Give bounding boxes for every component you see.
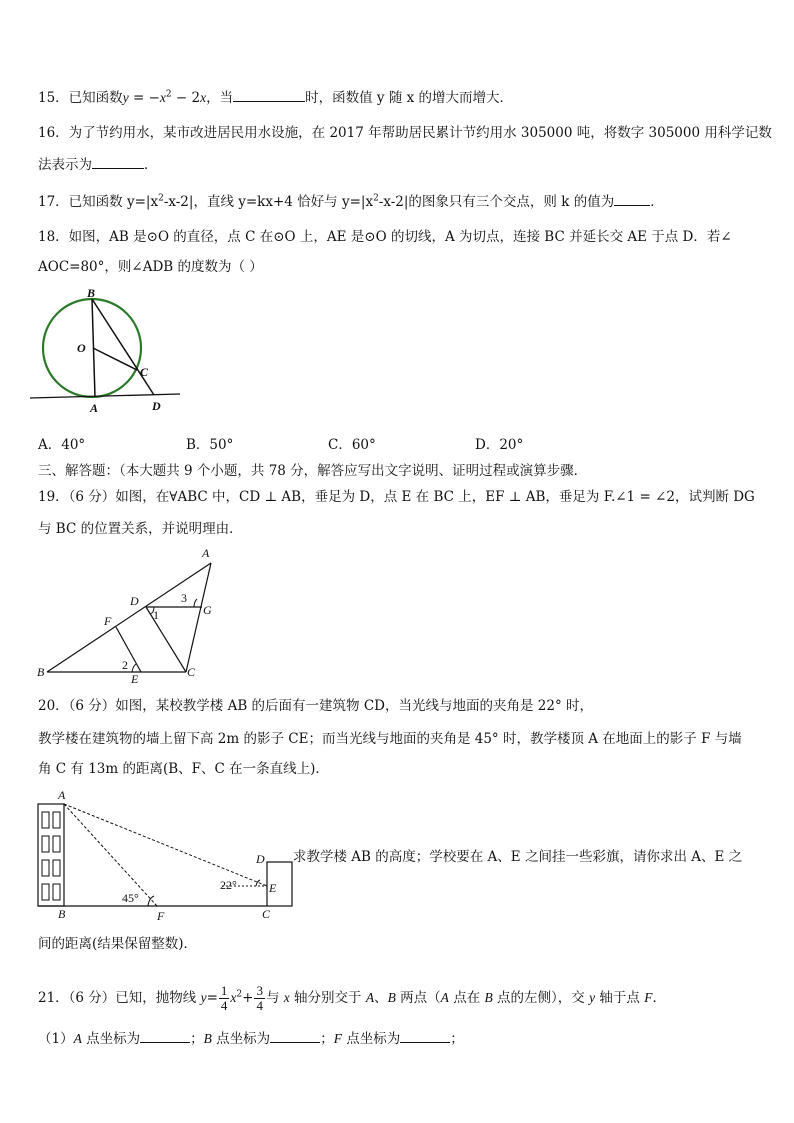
q21-x2: x — [230, 990, 237, 1005]
q21-plus: + — [242, 990, 254, 1006]
q21-mid1: 与 — [265, 990, 284, 1006]
q21-1-point-b: B — [203, 1031, 212, 1046]
question-17 — [38, 193, 764, 211]
q20-label-f: F — [157, 909, 165, 923]
q21-1-point-a: A — [73, 1031, 82, 1046]
q15-formula-exp: 2 — [165, 89, 172, 100]
q21-frac1-den: 4 — [220, 998, 228, 1013]
q19-side-ab — [47, 563, 211, 672]
q21-suffix: ． — [652, 990, 666, 1006]
q19-angle1-label: 1 — [153, 608, 159, 622]
q21-xaxis: x — [283, 990, 290, 1005]
q19-label-b: B — [37, 665, 45, 679]
question-21 — [38, 983, 764, 1013]
q18-label-d: D — [152, 399, 161, 413]
q19-segment-ef — [116, 627, 141, 672]
q20-angle22-label: 22° — [220, 878, 237, 892]
question-19-line1: 19．（6 分）如图，在∀ABC 中，CD ⊥ AB，垂足为 D，点 E 在 BC 上，EF ⊥ AB，垂足为 F.∠1 = ∠2，试判断 DG — [38, 489, 755, 505]
q19-segment-cd — [146, 607, 186, 672]
q21-point-f: F — [644, 990, 653, 1005]
q17-answer-blank[interactable] — [614, 193, 650, 206]
question-15 — [38, 89, 764, 107]
q21-point-b2: B — [484, 990, 493, 1005]
q21-point-a2: A — [440, 990, 449, 1005]
q21-1-text3: 点坐标为 — [341, 1031, 401, 1047]
q21-1-answer-f-blank[interactable] — [400, 1030, 450, 1043]
question-20-line3: 角 C 有 13m 的距离(B、F、C 在一条直线上)． — [38, 761, 329, 777]
q19-angle2-arc — [132, 664, 136, 672]
q21-fraction-1 — [219, 984, 230, 1013]
q18-line-bd — [92, 299, 154, 395]
question-21-part1 — [38, 1030, 764, 1048]
q21-mid2: 轴分别交于 — [289, 990, 366, 1006]
q15-prefix: 15．已知函数 — [38, 90, 123, 106]
question-18-line2: AOC=80°，则∠ADB 的度数为（ ） — [38, 259, 263, 275]
q16-suffix: ． — [144, 157, 158, 173]
q18-option-b[interactable]: B．50° — [186, 437, 234, 453]
question-16-line1: 16．为了节约用水，某市改进居民用水设施，在 2017 年帮助居民累计节约用水 305000 吨，将数字 305000 用科学记数 — [38, 125, 772, 141]
q18-option-c[interactable]: C．60° — [328, 437, 376, 453]
q21-eq: = — [206, 990, 218, 1006]
q21-1-point-f: F — [333, 1031, 342, 1046]
q20-building-figure — [32, 788, 297, 923]
q19-label-g: G — [203, 603, 212, 617]
q21-frac2-den: 4 — [256, 998, 263, 1013]
q19-side-ac — [186, 563, 211, 672]
q21-point-a: A — [365, 990, 375, 1005]
q17-prefix: 17．已知函数 y=|x — [38, 194, 159, 210]
q21-1-text2: 点坐标为 — [211, 1031, 271, 1047]
q18-label-o: O — [77, 341, 86, 355]
question-20-line5: 间的距离(结果保留整数)． — [38, 936, 198, 952]
q21-x2-exp: 2 — [236, 989, 243, 1000]
question-18-line1: 18．如图，AB 是⊙O 的直径，点 C 在⊙O 上，AE 是⊙O 的切线，A 为切点，连接 BC 并延长交 AE 于点 D．若∠ — [38, 229, 732, 245]
q15-formula-eq: = − — [128, 90, 160, 106]
q21-1-sep2: ； — [320, 1031, 334, 1047]
q17-exp1: 2 — [158, 193, 164, 204]
q19-angle2-label: 2 — [122, 658, 128, 672]
q20-label-c: C — [262, 907, 271, 921]
q16-line2-prefix: 法表示为 — [38, 157, 92, 173]
q21-prefix: 21．（6 分）已知，抛物线 — [38, 990, 201, 1006]
q18-label-a: A — [90, 401, 99, 415]
q19-label-f: F — [104, 614, 112, 628]
q18-option-a[interactable]: A．40° — [38, 437, 86, 453]
q21-sep1: 、 — [374, 990, 388, 1006]
q19-angle3-label: 3 — [181, 591, 187, 605]
q15-formula-rest: − 2 — [171, 90, 201, 106]
q20-light-ray-45 — [64, 804, 157, 906]
q17-mid1: -x-2|，直线 y=kx+4 恰好与 y=|x — [163, 194, 374, 210]
question-19-line2: 与 BC 的位置关系，并说明理由． — [38, 521, 243, 537]
q19-label-e: E — [131, 672, 139, 686]
q21-mid4: 点在 — [448, 990, 485, 1006]
q21-frac1-num: 1 — [220, 983, 228, 998]
q21-point-b: B — [387, 990, 396, 1005]
q20-angle45-label: 45° — [122, 891, 139, 905]
q19-label-c: C — [187, 665, 196, 679]
question-16-line2 — [38, 156, 764, 174]
q21-mid3: 两点（ — [395, 990, 441, 1006]
q21-1-text1: 点坐标为 — [81, 1031, 141, 1047]
q20-light-ray-22 — [64, 804, 267, 886]
q15-formula-y: y — [122, 90, 129, 105]
q18-circle-figure — [30, 288, 190, 418]
q20-label-e: E — [269, 881, 277, 895]
q18-label-b: B — [87, 286, 96, 300]
q15-answer-blank[interactable] — [233, 89, 305, 102]
q20-label-b: B — [58, 907, 66, 921]
q17-suffix: ． — [650, 194, 664, 210]
q19-triangle-figure — [36, 545, 236, 686]
q19-angle3-arc — [194, 599, 197, 607]
question-20-line1: 20．（6 分）如图，某校教学楼 AB 的后面有一建筑物 CD，当光线与地面的夹角是 22° 时， — [38, 698, 594, 714]
q20-label-a: A — [58, 788, 66, 802]
q15-suffix: 时，函数值 y 随 x 的增大而增大． — [305, 90, 514, 106]
q21-y: y — [200, 990, 207, 1005]
q21-mid5: 点的左侧），交 — [492, 990, 590, 1006]
q21-1-sep1: ； — [190, 1031, 204, 1047]
q21-1-answer-b-blank[interactable] — [270, 1030, 320, 1043]
question-20-line4: 求教学楼 AB 的高度；学校要在 A、E 之间挂一些彩旗，请你求出 A、E 之 — [293, 849, 743, 865]
section-3-title: 三、解答题：（本大题共 9 个小题，共 78 分，解答应写出文字说明、证明过程或演算步骤． — [38, 463, 588, 479]
q21-mid6: 轴于点 — [595, 990, 645, 1006]
q17-mid2: -x-2|的图象只有三个交点，则 k 的值为 — [378, 194, 615, 210]
q19-label-a: A — [202, 546, 210, 560]
q21-fraction-2 — [254, 984, 265, 1013]
q21-1-end: ； — [450, 1031, 464, 1047]
q18-option-d[interactable]: D．20° — [475, 437, 524, 453]
q21-yaxis: y — [589, 990, 596, 1005]
q18-label-c: C — [140, 365, 149, 379]
q15-formula-x2: x — [200, 90, 207, 105]
q15-mid: ，当 — [206, 90, 234, 106]
q21-frac2-num: 3 — [256, 983, 263, 998]
question-20-line2: 教学楼在建筑物的墙上留下高 2m 的影子 CE；而当光线与地面的夹角是 45° 时，教学楼顶 A 在地面上的影子 F 与墙 — [38, 731, 742, 747]
q15-formula-x1: x — [159, 90, 166, 105]
q21-1-answer-a-blank[interactable] — [140, 1030, 190, 1043]
q20-label-d: D — [256, 852, 265, 866]
q21-1-prefix: （1） — [38, 1031, 74, 1047]
q17-exp2: 2 — [373, 193, 379, 204]
q16-answer-blank[interactable] — [92, 156, 144, 169]
q19-label-d: D — [130, 594, 139, 608]
